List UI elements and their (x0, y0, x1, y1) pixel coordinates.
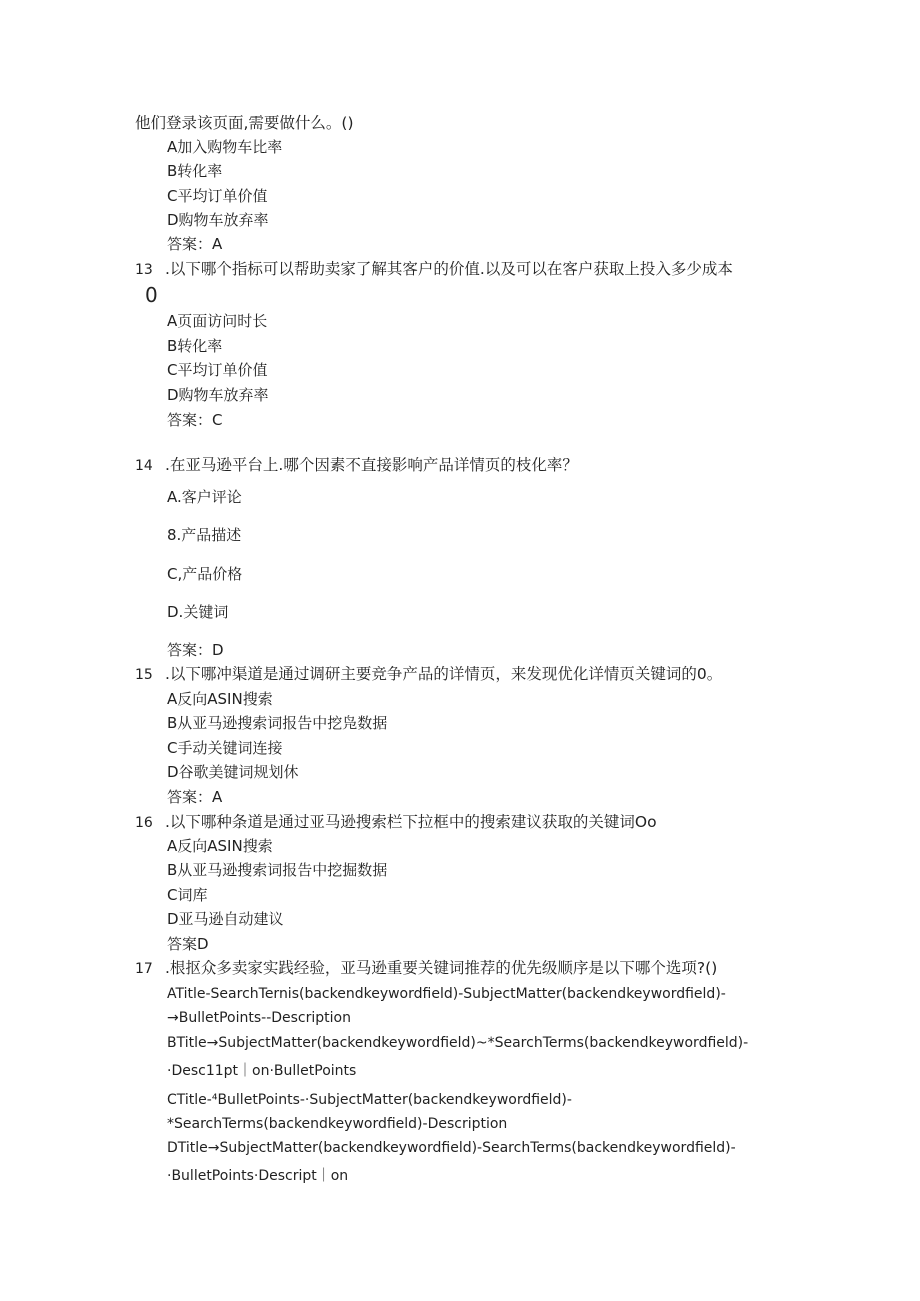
question-number: 16 (135, 815, 153, 831)
question-number: 15 (135, 667, 153, 683)
option-d: D谷歌美键词规划休 (167, 763, 299, 781)
option-d: D.关键词 (167, 603, 229, 621)
option-a: A加入购物车比率 (167, 138, 283, 156)
question-text: .在亚马逊平台上.哪个因素不直接影响产品详情页的枝化率？ (165, 456, 578, 474)
option-a-line-2: →BulletPoints--Description (167, 1010, 351, 1026)
answer: 答案：C (167, 411, 223, 429)
question-number: 17 (135, 961, 153, 977)
option-c-line-1: CTitle-⁴BulletPoints-·SubjectMatter(backendkeywordfield)- (167, 1092, 572, 1108)
option-b-line-2: ·Desc11pt｜on·BulletPoints (167, 1063, 357, 1079)
answer: 答案：D (167, 641, 224, 659)
option-d-line-1: DTitle→SubjectMatter(backendkeywordfield)-SearchTerms(backendkeywordfield)- (167, 1140, 736, 1156)
option-a: A.客户评论 (167, 488, 242, 506)
option-b: 8.产品描述 (167, 526, 242, 544)
question-text: .以下哪冲渠道是通过调研主要竞争产品的详情页，来发现优化详情页关键词的0。 (165, 665, 723, 683)
answer: 答案：A (167, 788, 223, 806)
answer: 答案D (167, 935, 209, 953)
question-number: 14 (135, 458, 153, 474)
option-c: C,产品价格 (167, 565, 243, 583)
option-b: B转化率 (167, 337, 223, 355)
option-d: D购物车放弃率 (167, 211, 269, 229)
option-c: C平均订单价值 (167, 187, 268, 205)
option-d-line-2: ·BulletPoints·Descript｜on (167, 1168, 349, 1184)
option-a: A页面访问时长 (167, 312, 268, 330)
option-b: B从亚马逊搜索词报告中挖凫数据 (167, 714, 388, 732)
option-b: B从亚马逊搜索词报告中挖掘数据 (167, 861, 388, 879)
option-c: C词库 (167, 886, 208, 904)
question-text: .根抠众多卖家实践经验，亚马逊重要关键词推荐的优先级顺序是以下哪个选项?() (165, 959, 718, 977)
option-a: A反向ASIN搜索 (167, 690, 273, 708)
question-number: 13 (135, 262, 153, 278)
answer: 答案：A (167, 235, 223, 253)
option-b: B转化率 (167, 162, 223, 180)
question-text: .以下哪个指标可以帮助卖家了解其客户的价值.以及可以在客户获取上投入多少成本 (165, 260, 733, 278)
question-text: 他们登录该页面,需要做什么。() (135, 114, 354, 132)
option-a-line-1: ATitle-SearchTernis(backendkeywordfield)-SubjectMatter(backendkeywordfield)- (167, 986, 726, 1002)
option-a: A反向ASIN搜索 (167, 837, 273, 855)
option-d: D购物车放弃率 (167, 386, 269, 404)
option-b-line-1: BTitle→SubjectMatter(backendkeywordfield)~*SearchTerms(backendkeywordfield)- (167, 1035, 749, 1051)
option-c: C平均订单价值 (167, 361, 268, 379)
option-c: C手动关键词连接 (167, 739, 283, 757)
option-c-line-2: *SearchTerms(backendkeywordfield)-Description (167, 1116, 508, 1132)
option-d: D亚马逊自动建议 (167, 910, 284, 928)
question-continuation: 0 (145, 283, 158, 307)
question-text: .以下哪种条道是通过亚马逊搜索栏下拉框中的搜索建议获取的关键词Oo (165, 813, 657, 831)
